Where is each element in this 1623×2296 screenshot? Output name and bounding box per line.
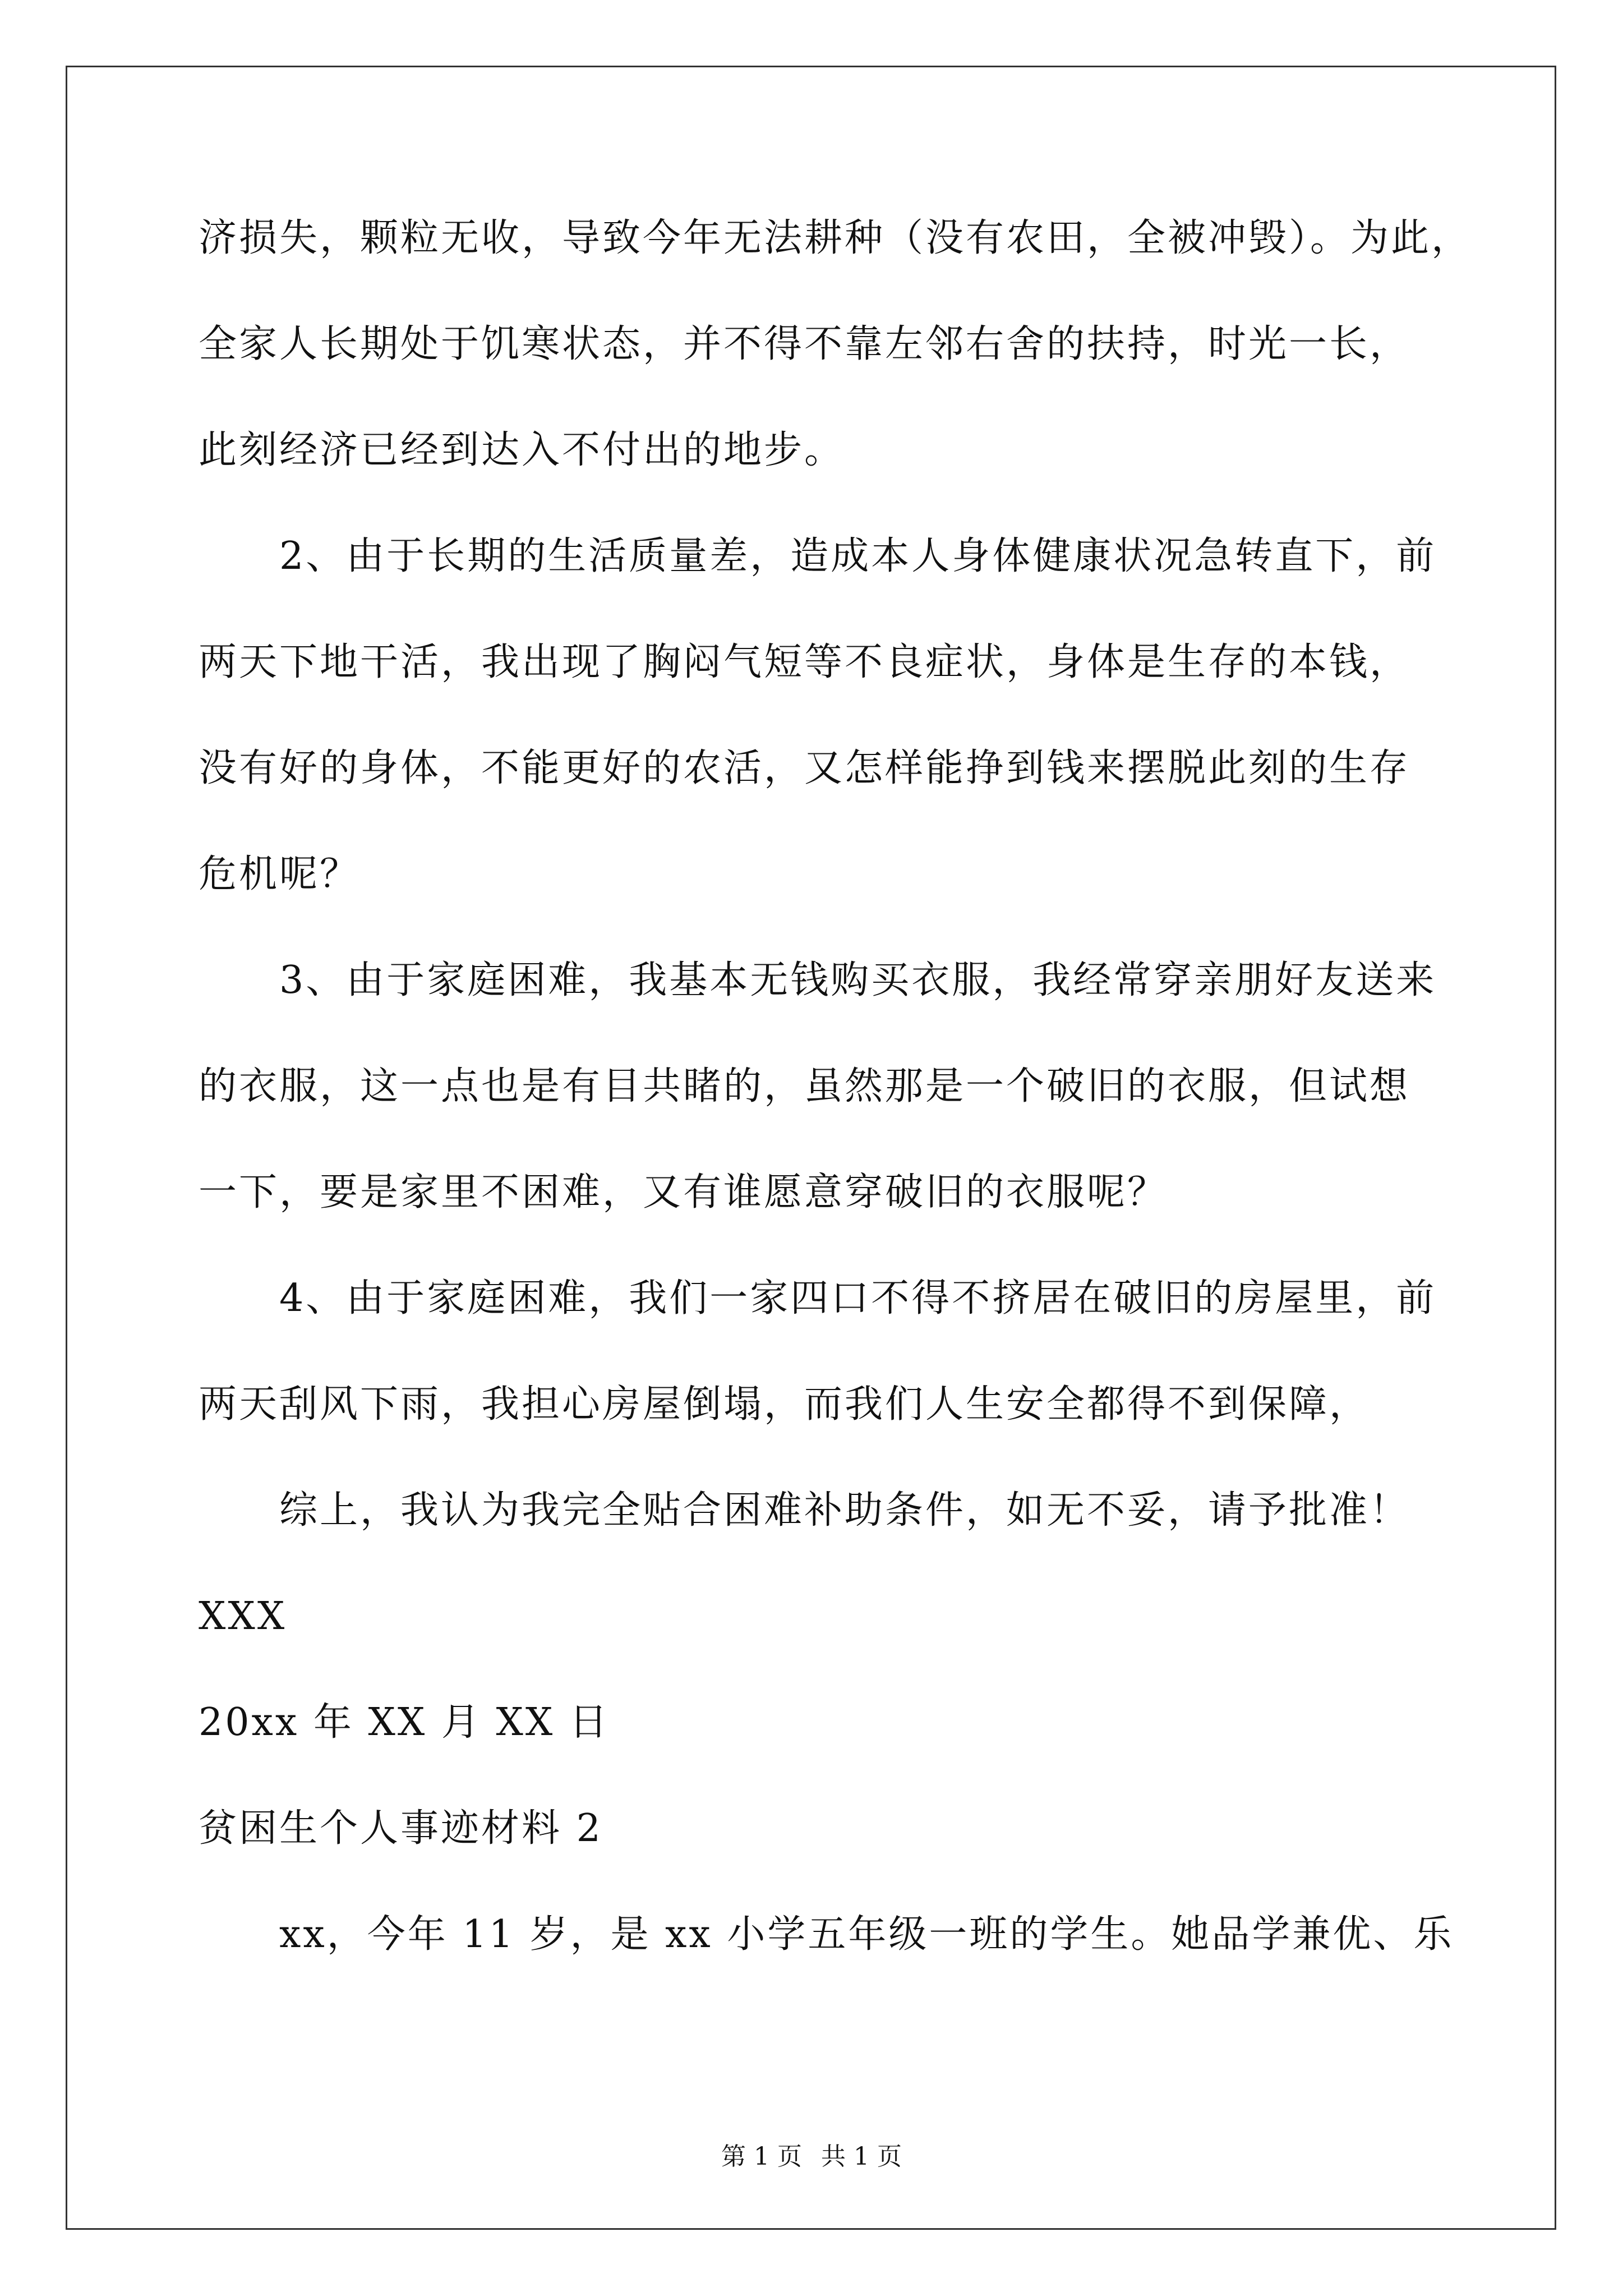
text-line: 两天下地干活，我出现了胸闷气短等不良症状，身体是生存的本钱， — [199, 640, 1410, 684]
section-title: 贫困生个人事迹材料 2 — [199, 1806, 603, 1851]
text-line: 危机呢？ — [199, 852, 361, 896]
page-number: 第 1 页 — [721, 2142, 802, 2171]
text-line: 此刻经济已经到达入不付出的地步。 — [199, 428, 845, 472]
text-line: 一下，要是家里不困难，又有谁愿意穿破旧的衣服呢？ — [199, 1170, 1168, 1214]
text-line: 4、由于家庭困难，我们一家四口不得不挤居在破旧的房屋里，前 — [279, 1276, 1437, 1320]
text-line: 2、由于长期的生活质量差，造成本人身体健康状况急转直下，前 — [279, 534, 1437, 578]
signature-date: 20xx 年 XX 月 XX 日 — [199, 1700, 610, 1745]
text-line: 的衣服，这一点也是有目共睹的，虽然那是一个破旧的衣服，但试想 — [199, 1064, 1410, 1108]
text-line: 3、由于家庭困难，我基本无钱购买衣服，我经常穿亲朋好友送来 — [279, 958, 1437, 1002]
document-body — [199, 208, 1472, 2010]
page-total: 共 1 页 — [821, 2142, 902, 2171]
text-line: 全家人长期处于饥寒状态，并不得不靠左邻右舍的扶持，时光一长， — [199, 322, 1410, 366]
text-line: 两天刮风下雨，我担心房屋倒塌，而我们人生安全都得不到保障， — [199, 1382, 1370, 1427]
signature-name: XXX — [199, 1594, 287, 1639]
text-line: 综上，我认为我完全贴合困难补助条件，如无不妥，请予批准！ — [279, 1488, 1410, 1533]
text-line: 没有好的身体，不能更好的农活，又怎样能挣到钱来摆脱此刻的生存 — [199, 746, 1410, 790]
text-line: xx，今年 11 岁，是 xx 小学五年级一班的学生。她品学兼优、乐 — [279, 1912, 1454, 1957]
text-line: 济损失，颗粒无收，导致今年无法耕种（没有农田，全被冲毁）。为此， — [199, 216, 1472, 260]
page-footer — [0, 2136, 1623, 2172]
